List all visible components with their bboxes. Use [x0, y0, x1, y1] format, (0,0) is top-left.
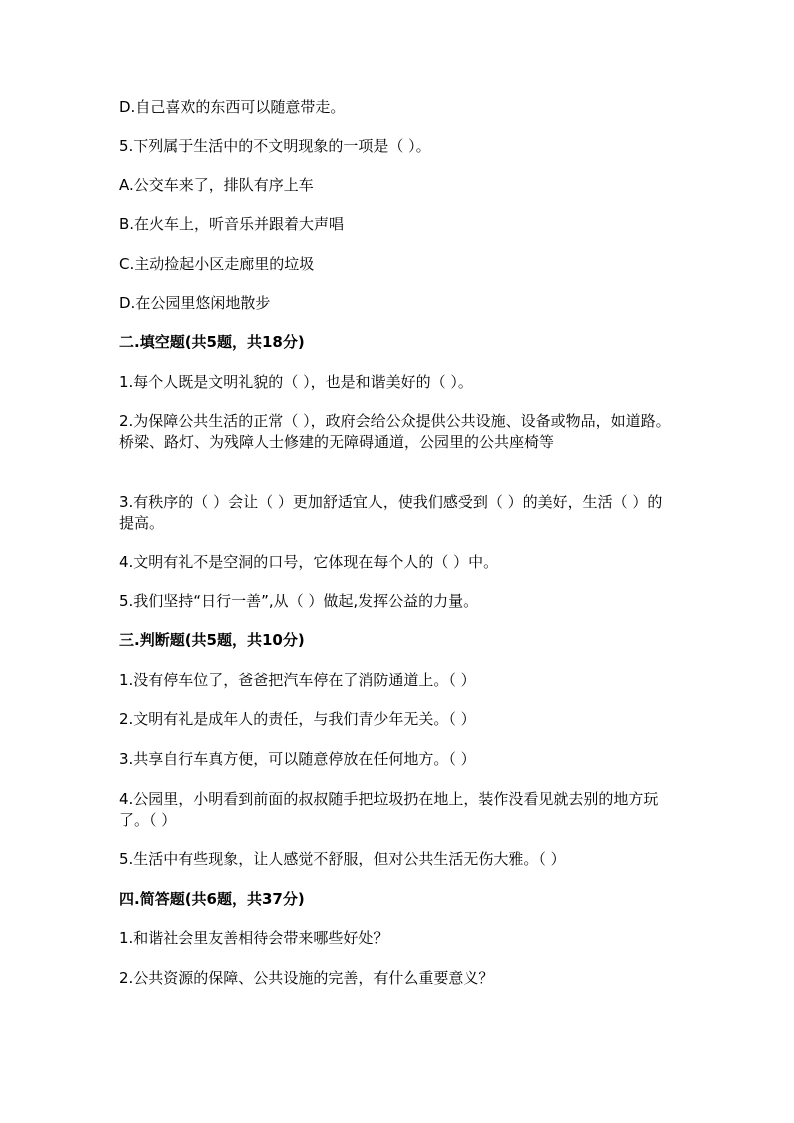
- short-answer-question-1: 1.和谐社会里友善相待会带来哪些好处？: [119, 929, 389, 947]
- section-2-heading: 二.填空题(共5题，共18分): [119, 333, 305, 351]
- fill-blank-question-5: 5.我们坚持“日行一善”,从（ ）做起,发挥公益的力量。: [119, 592, 479, 610]
- question-5-stem: 5.下列属于生活中的不文明现象的一项是（ ）。: [119, 137, 431, 155]
- short-answer-question-2: 2.公共资源的保障、公共设施的完善，有什么重要意义？: [119, 969, 494, 987]
- question-5-option-a: A.公交车来了，排队有序上车: [119, 176, 314, 194]
- section-3-heading: 三.判断题(共5题，共10分): [119, 631, 305, 649]
- true-false-question-3: 3.共享自行车真方便，可以随意停放在任何地方。（ ）: [119, 750, 476, 768]
- true-false-question-5: 5.生活中有些现象，让人感觉不舒服，但对公共生活无伤大雅。（ ）: [119, 850, 566, 868]
- question-5-option-d: D.在公园里悠闲地散步: [119, 294, 271, 312]
- true-false-question-4: 4.公园里，小明看到前面的叔叔随手把垃圾扔在地上，装作没看见就去别的地方玩了。（ ）: [119, 790, 659, 829]
- true-false-question-1: 1.没有停车位了，爸爸把汽车停在了消防通道上。（ ）: [119, 671, 476, 689]
- fill-blank-question-3: 3.有秩序的（ ）会让（ ）更加舒适宜人，使我们感受到（ ）的美好，生活（ ）的提高。: [119, 493, 663, 532]
- true-false-question-2: 2.文明有礼是成年人的责任，与我们青少年无关。（ ）: [119, 710, 476, 728]
- question-5-option-c: C.主动捡起小区走廊里的垃圾: [119, 255, 315, 273]
- fill-blank-question-4: 4.文明有礼不是空洞的口号，它体现在每个人的（ ）中。: [119, 553, 499, 571]
- fill-blank-question-1: 1.每个人既是文明礼貌的（ ），也是和谐美好的（ ）。: [119, 373, 473, 391]
- question-5-option-b: B.在火车上，听音乐并跟着大声唱: [119, 215, 345, 233]
- section-4-heading: 四.简答题(共6题，共37分): [119, 890, 305, 908]
- fill-blank-question-2: 2.为保障公共生活的正常（ ），政府会给公众提供公共设施、设备或物品，如道路。桥梁、路灯、为残障人士修建的无障碍通道，公园里的公共座椅等: [119, 412, 671, 451]
- option-d-previous-question: D.自己喜欢的东西可以随意带走。: [119, 98, 346, 116]
